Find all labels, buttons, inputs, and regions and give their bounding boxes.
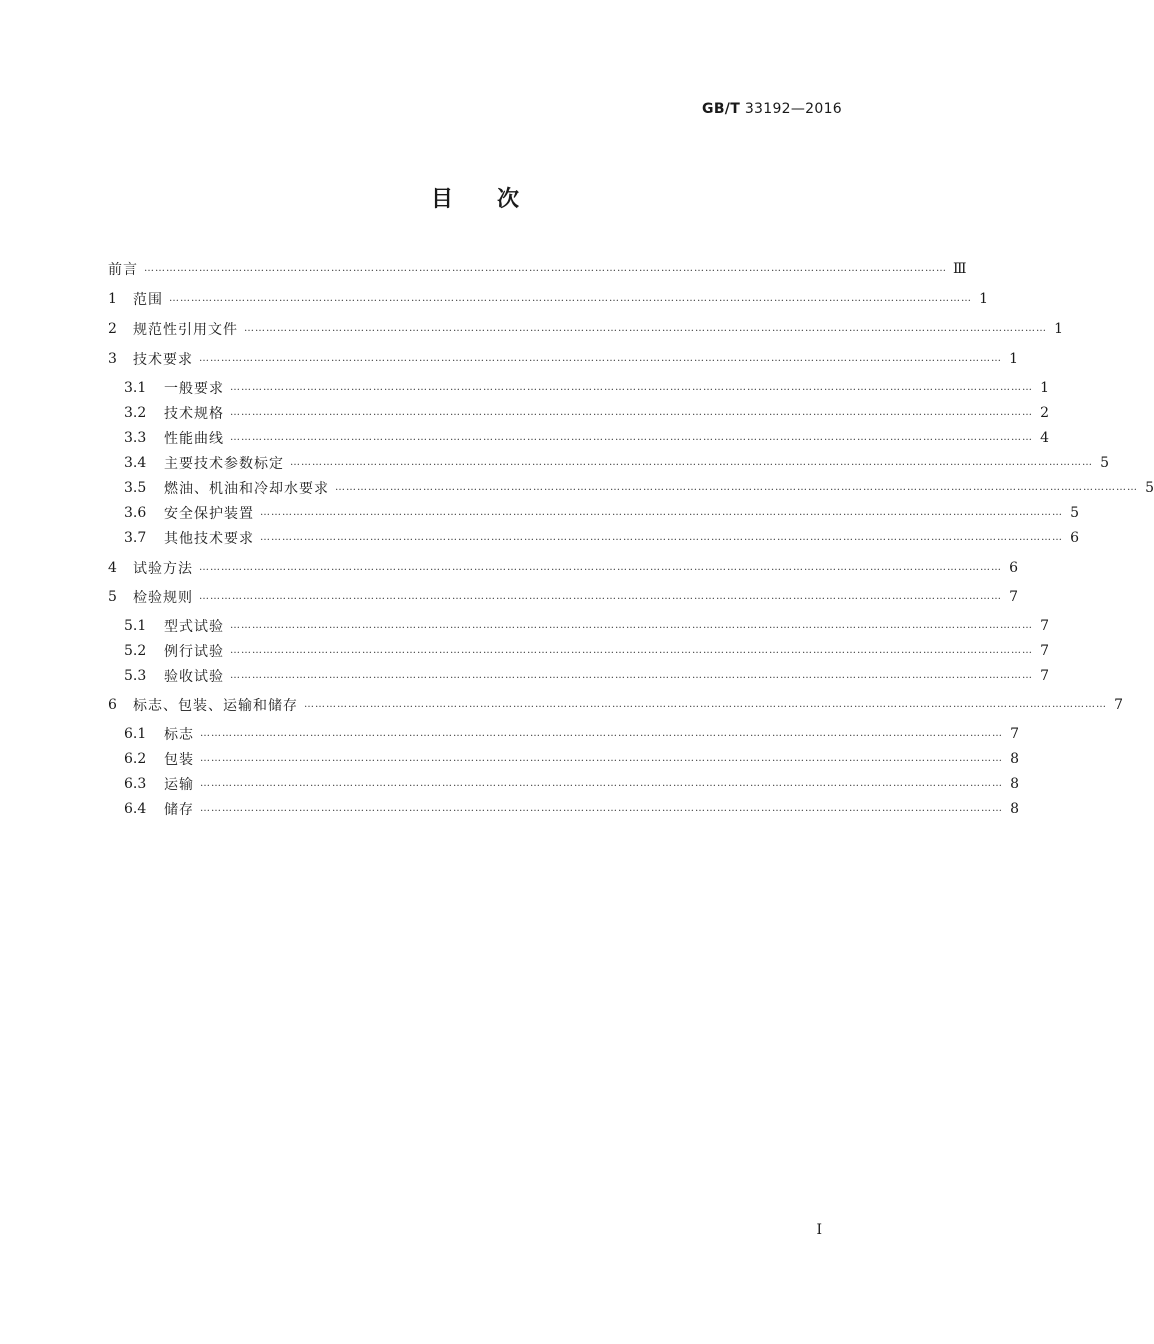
toc-row[interactable] bbox=[108, 318, 1063, 340]
toc-page: 6 bbox=[1070, 530, 1079, 546]
toc-label: 燃油、机油和冷却水要求 bbox=[164, 481, 329, 497]
toc-page: 7 bbox=[1010, 726, 1019, 742]
toc-leader: ………………………………………………………………………………………………………………………………………………………………………………………………… bbox=[260, 507, 1063, 518]
toc-number: 5.2 bbox=[124, 643, 147, 659]
toc-number: 3.1 bbox=[124, 380, 147, 396]
toc-label: 其他技术要求 bbox=[164, 531, 254, 547]
toc-label: 技术规格 bbox=[164, 406, 224, 422]
toc-leader: ………………………………………………………………………………………………………………………………………………………………………………………………… bbox=[200, 728, 1003, 739]
toc-row[interactable] bbox=[108, 258, 967, 280]
toc-row[interactable] bbox=[108, 773, 1019, 795]
toc-label: 包装 bbox=[164, 752, 194, 768]
toc-label: 验收试验 bbox=[164, 669, 224, 685]
toc-page: 5 bbox=[1070, 505, 1079, 521]
toc-leader: ………………………………………………………………………………………………………………………………………………………………………………………………… bbox=[304, 699, 1107, 710]
toc-row[interactable] bbox=[108, 452, 1109, 474]
toc-label: 例行试验 bbox=[164, 644, 224, 660]
toc-leader: ………………………………………………………………………………………………………………………………………………………………………………………………… bbox=[200, 753, 1003, 764]
toc-leader: ………………………………………………………………………………………………………………………………………………………………………………………………… bbox=[230, 382, 1033, 393]
toc-number: 3.7 bbox=[124, 530, 147, 546]
toc-row[interactable] bbox=[108, 348, 1018, 370]
toc-page: 7 bbox=[1040, 643, 1049, 659]
standard-code-prefix: GB/T bbox=[702, 101, 741, 117]
toc-leader: ………………………………………………………………………………………………………………………………………………………………………………………………… bbox=[244, 323, 1047, 334]
toc-number: 3.2 bbox=[124, 405, 147, 421]
toc-number: 6.3 bbox=[124, 776, 147, 792]
toc-page: 7 bbox=[1040, 668, 1049, 684]
toc-label: 规范性引用文件 bbox=[133, 322, 238, 338]
toc-leader: ………………………………………………………………………………………………………………………………………………………………………………………………… bbox=[290, 457, 1093, 468]
toc-row[interactable] bbox=[108, 798, 1019, 820]
toc-row[interactable] bbox=[108, 288, 988, 310]
toc-number: 3 bbox=[108, 351, 117, 367]
toc-row[interactable] bbox=[108, 694, 1123, 716]
toc-page: 5 bbox=[1145, 480, 1154, 496]
toc-leader: ………………………………………………………………………………………………………………………………………………………………………………………………… bbox=[230, 407, 1033, 418]
toc-page: 2 bbox=[1040, 405, 1049, 421]
toc-row[interactable] bbox=[108, 615, 1049, 637]
toc-leader: ………………………………………………………………………………………………………………………………………………………………………………………………… bbox=[199, 353, 1002, 364]
toc-page: 1 bbox=[979, 291, 988, 307]
toc-label: 标志、包装、运输和储存 bbox=[133, 698, 298, 714]
toc-row[interactable] bbox=[108, 557, 1018, 579]
toc-label: 运输 bbox=[164, 777, 194, 793]
toc-label: 前言 bbox=[108, 262, 138, 278]
toc-number: 2 bbox=[108, 321, 117, 337]
toc-number: 4 bbox=[108, 560, 117, 576]
toc-label: 安全保护装置 bbox=[164, 506, 254, 522]
toc-page: 7 bbox=[1009, 589, 1018, 605]
toc-leader: ………………………………………………………………………………………………………………………………………………………………………………………………… bbox=[200, 778, 1003, 789]
toc-row[interactable] bbox=[108, 586, 1018, 608]
toc-page: 1 bbox=[1040, 380, 1049, 396]
toc-leader: ………………………………………………………………………………………………………………………………………………………………………………………………… bbox=[230, 645, 1033, 656]
toc-number: 6.4 bbox=[124, 801, 147, 817]
toc-leader: ………………………………………………………………………………………………………………………………………………………………………………………………… bbox=[200, 803, 1003, 814]
toc-number: 6.1 bbox=[124, 726, 147, 742]
toc-leader: ………………………………………………………………………………………………………………………………………………………………………………………………… bbox=[230, 432, 1033, 443]
toc-page: 8 bbox=[1010, 776, 1019, 792]
toc-label: 主要技术参数标定 bbox=[164, 456, 284, 472]
toc-page: 7 bbox=[1040, 618, 1049, 634]
toc-row[interactable] bbox=[108, 477, 1154, 499]
standard-code-number: 33192—2016 bbox=[744, 101, 842, 117]
toc-row[interactable] bbox=[108, 377, 1049, 399]
toc-page: 4 bbox=[1040, 430, 1049, 446]
toc-leader: ………………………………………………………………………………………………………………………………………………………………………………………………… bbox=[169, 293, 972, 304]
toc-label: 储存 bbox=[164, 802, 194, 818]
standard-code bbox=[702, 101, 842, 117]
toc-page: 6 bbox=[1009, 560, 1018, 576]
toc-number: 5.1 bbox=[124, 618, 147, 634]
toc-number: 5 bbox=[108, 589, 117, 605]
toc-label: 一般要求 bbox=[164, 381, 224, 397]
toc-label: 范围 bbox=[133, 292, 163, 308]
toc-leader: ………………………………………………………………………………………………………………………………………………………………………………………………… bbox=[335, 482, 1138, 493]
toc-label: 性能曲线 bbox=[164, 431, 224, 447]
toc-label: 技术要求 bbox=[133, 352, 193, 368]
toc-leader: ………………………………………………………………………………………………………………………………………………………………………………………………… bbox=[144, 263, 947, 274]
toc-leader: ………………………………………………………………………………………………………………………………………………………………………………………………… bbox=[260, 532, 1063, 543]
toc-leader: ………………………………………………………………………………………………………………………………………………………………………………………………… bbox=[199, 591, 1002, 602]
toc-label: 标志 bbox=[164, 727, 194, 743]
toc-page: 1 bbox=[1009, 351, 1018, 367]
page-title: 目次 bbox=[430, 187, 563, 212]
toc-leader: ………………………………………………………………………………………………………………………………………………………………………………………………… bbox=[199, 562, 1002, 573]
toc-number: 3.6 bbox=[124, 505, 147, 521]
toc-label: 试验方法 bbox=[133, 561, 193, 577]
toc-page: 7 bbox=[1114, 697, 1123, 713]
toc-number: 6.2 bbox=[124, 751, 147, 767]
toc-row[interactable] bbox=[108, 723, 1019, 745]
toc-number: 3.3 bbox=[124, 430, 147, 446]
toc-row[interactable] bbox=[108, 427, 1049, 449]
toc-page: Ⅲ bbox=[953, 261, 967, 277]
toc-leader: ………………………………………………………………………………………………………………………………………………………………………………………………… bbox=[230, 620, 1033, 631]
toc-page: 8 bbox=[1010, 751, 1019, 767]
toc-page: 1 bbox=[1054, 321, 1063, 337]
toc-row[interactable] bbox=[108, 402, 1049, 424]
toc-page: 8 bbox=[1010, 801, 1019, 817]
toc-row[interactable] bbox=[108, 640, 1049, 662]
toc-number: 3.4 bbox=[124, 455, 147, 471]
toc-number: 5.3 bbox=[124, 668, 147, 684]
toc-number: 1 bbox=[108, 291, 117, 307]
toc-row[interactable] bbox=[108, 748, 1019, 770]
page-number: I bbox=[816, 1222, 822, 1238]
toc-page: 5 bbox=[1100, 455, 1109, 471]
toc-number: 6 bbox=[108, 697, 117, 713]
toc-row[interactable] bbox=[108, 665, 1049, 687]
toc-row[interactable] bbox=[108, 502, 1079, 524]
toc-number: 3.5 bbox=[124, 480, 147, 496]
toc-leader: ………………………………………………………………………………………………………………………………………………………………………………………………… bbox=[230, 670, 1033, 681]
toc-row[interactable] bbox=[108, 527, 1079, 549]
toc-label: 型式试验 bbox=[164, 619, 224, 635]
toc-label: 检验规则 bbox=[133, 590, 193, 606]
